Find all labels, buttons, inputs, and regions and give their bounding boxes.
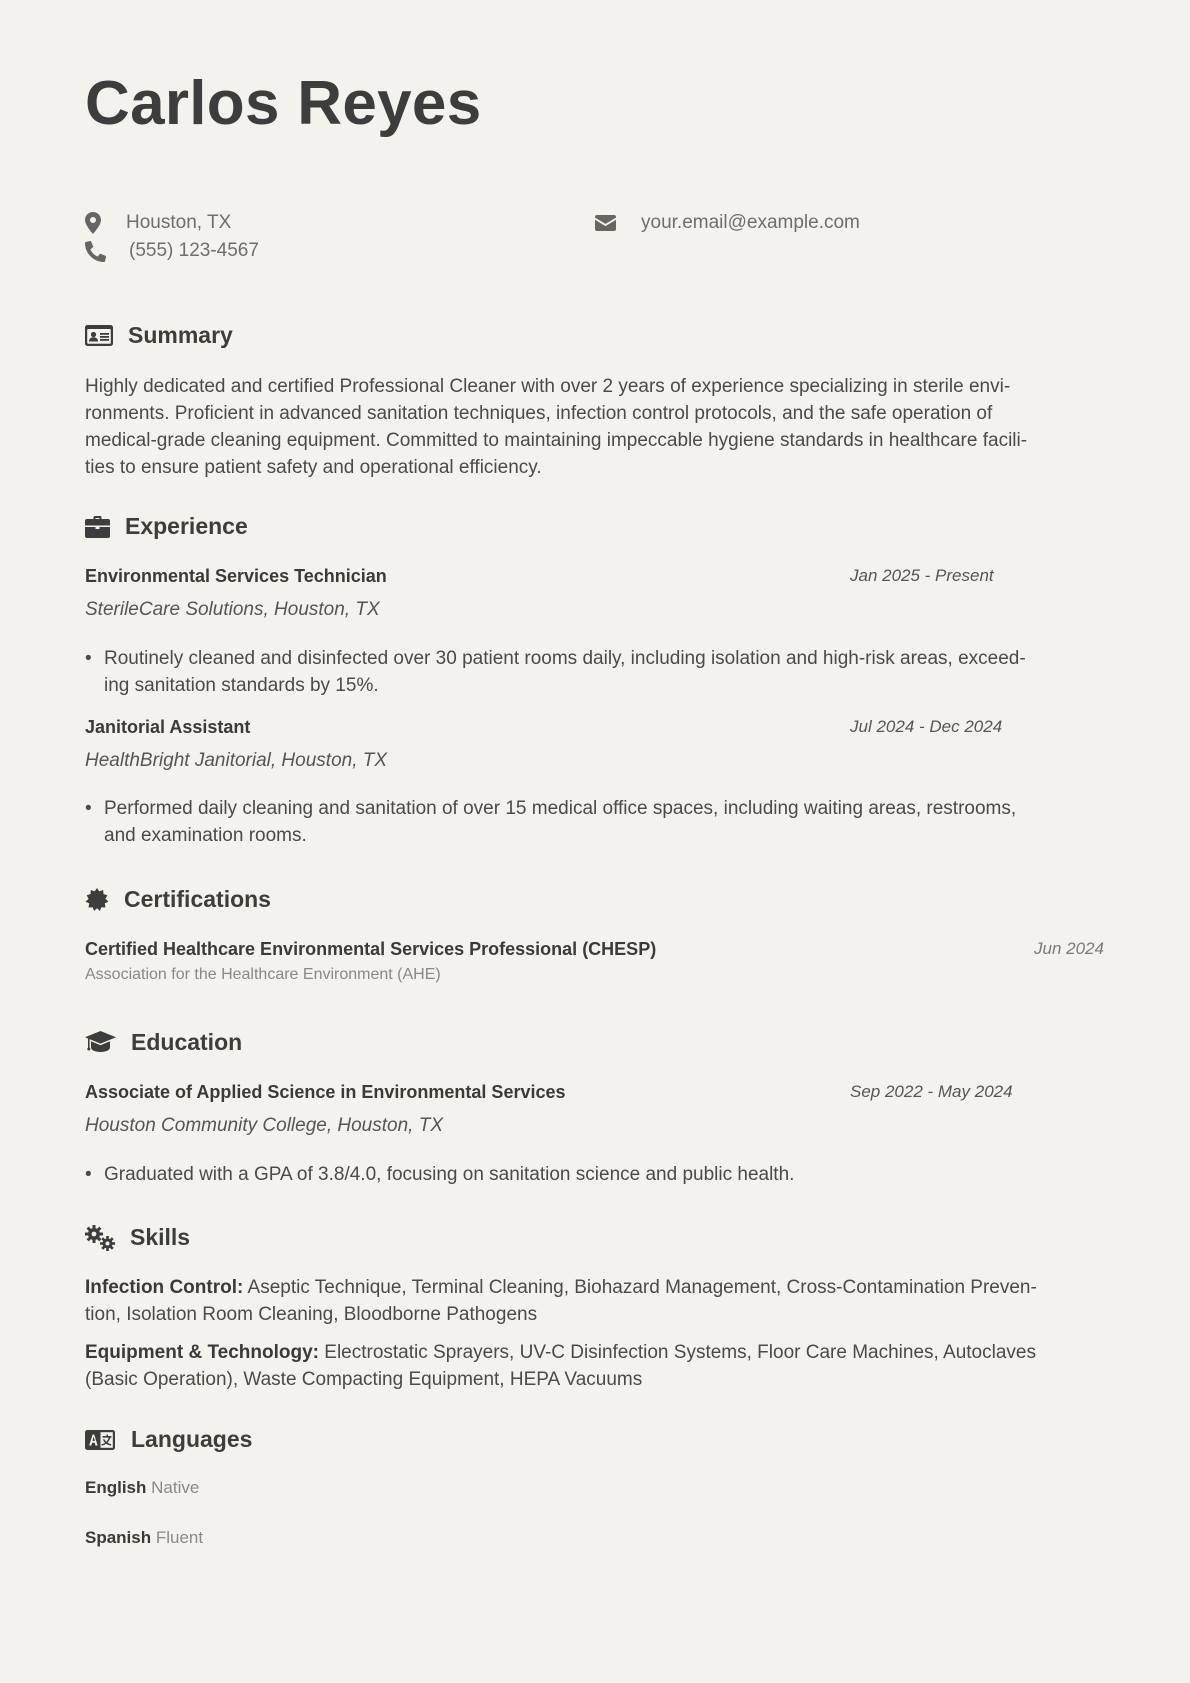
skill-group-items: (Basic Operation), Waste Compacting Equipment, HEPA Vacuums	[85, 1369, 643, 1390]
job-title: Environmental Services Technician	[85, 566, 387, 586]
summary-line: ronments. Proficient in advanced sanitation techniques, infection control protocols, and the safe operation of	[85, 403, 993, 424]
languages-title: Languages	[131, 1426, 253, 1452]
education-heading	[85, 1029, 242, 1056]
map-marker-icon	[85, 212, 101, 234]
email-text[interactable]: your.email@example.com	[641, 212, 860, 233]
languages-heading	[85, 1426, 252, 1453]
cert-issuer: Association for the Healthcare Environment (AHE)	[85, 966, 441, 983]
skill-group-items: tion, Isolation Room Cleaning, Bloodborne Pathogens	[85, 1304, 538, 1325]
summary-heading	[85, 322, 233, 349]
graduation-cap-icon	[85, 1031, 116, 1054]
id-card-icon	[85, 325, 113, 346]
skill-group	[85, 1274, 1110, 1328]
cert-date: Jun 2024	[1034, 939, 1104, 958]
skill-group-label: Equipment & Technology:	[85, 1342, 319, 1363]
skills-title: Skills	[130, 1224, 191, 1250]
job-bullet: • Routinely cleaned and disinfected over 30 patient rooms daily, including isolation and high-risk areas, exceed- ing sanitation standards by 15%.	[85, 648, 1026, 696]
cert-title: Certified Healthcare Environmental Services Professional (CHESP)	[85, 939, 657, 959]
contact-phone	[85, 240, 259, 262]
job-company: SterileCare Solutions, Houston, TX	[85, 599, 380, 620]
contact-email	[595, 212, 860, 234]
language-level: Fluent	[155, 1528, 204, 1547]
summary-line: ties to ensure patient safety and operational efficiency.	[85, 457, 542, 478]
job-company: HealthBright Janitorial, Houston, TX	[85, 750, 388, 771]
location-text: Houston, TX	[126, 212, 232, 233]
envelope-icon	[595, 215, 616, 231]
certifications-heading	[85, 886, 271, 913]
skill-group-items: Aseptic Technique, Terminal Cleaning, Biohazard Management, Cross-Contamination Preven-	[247, 1277, 1037, 1298]
language-level: Native	[151, 1478, 200, 1497]
skill-group	[85, 1339, 1110, 1393]
job-title: Janitorial Assistant	[85, 717, 251, 737]
phone-icon	[85, 241, 106, 262]
briefcase-icon	[85, 516, 110, 538]
language-name: English	[85, 1478, 147, 1497]
candidate-name: Carlos Reyes	[85, 69, 482, 138]
summary-line: Highly dedicated and certified Professional Cleaner with over 2 years of experience specializing in sterile envi-	[85, 376, 1011, 397]
experience-title: Experience	[125, 513, 248, 539]
contact-location	[85, 212, 231, 234]
certificate-icon	[85, 888, 109, 912]
degree-title: Associate of Applied Science in Environmental Services	[85, 1082, 566, 1102]
skills-heading	[85, 1224, 190, 1251]
language-name: Spanish	[85, 1528, 152, 1547]
job-bullet: • Performed daily cleaning and sanitation of over 15 medical office spaces, including waiting areas, restrooms, and examination rooms.	[85, 798, 1017, 846]
language-item	[85, 1478, 199, 1498]
gears-icon	[85, 1225, 116, 1251]
language-item	[85, 1528, 203, 1548]
education-title: Education	[131, 1029, 243, 1055]
school-name: Houston Community College, Houston, TX	[85, 1115, 443, 1136]
job-dates: Jan 2025 - Present	[850, 566, 994, 585]
education-bullet: • Graduated with a GPA of 3.8/4.0, focusing on sanitation science and public health.	[85, 1164, 795, 1185]
language-icon	[85, 1430, 115, 1450]
summary-title: Summary	[128, 322, 233, 348]
education-dates: Sep 2022 - May 2024	[850, 1082, 1013, 1101]
job-dates: Jul 2024 - Dec 2024	[850, 717, 1003, 736]
experience-heading	[85, 513, 248, 540]
certifications-title: Certifications	[124, 886, 271, 912]
phone-text[interactable]: (555) 123-4567	[129, 240, 259, 261]
summary-line: medical-grade cleaning equipment. Committed to maintaining impeccable hygiene standards in healthcare facili-	[85, 430, 1028, 451]
skill-group-label: Infection Control:	[85, 1277, 244, 1298]
skill-group-items: Electrostatic Sprayers, UV-C Disinfection Systems, Floor Care Machines, Autoclaves	[324, 1342, 1036, 1363]
summary-text	[85, 373, 1115, 481]
